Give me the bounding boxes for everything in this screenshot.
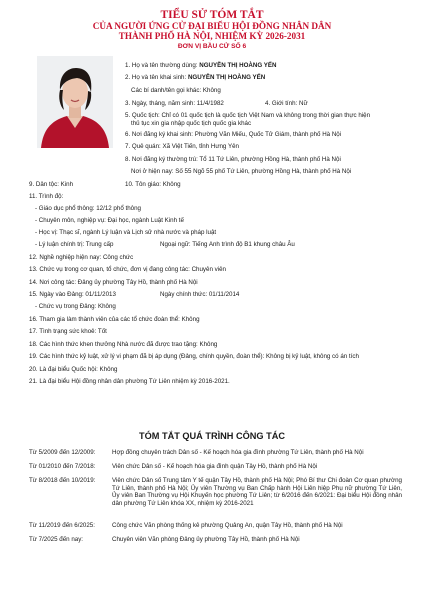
field-party-join-date: 15. Ngày vào Đảng: 01/11/2013 (29, 291, 116, 298)
field-ethnicity: 9. Dân tộc: Kinh (29, 181, 74, 188)
work-description: Chuyên viên Văn phòng Đảng ủy phường Tây Hồ, thành phố Hà Nội (112, 536, 300, 543)
election-unit: ĐƠN VỊ BẦU CỬ SỐ 6 (177, 43, 247, 50)
field-organizations: 16. Tham gia làm thành viên của các tổ chức đoàn thể: Không (29, 316, 200, 323)
field-political-theory: - Lý luận chính trị: Trung cấp (35, 241, 114, 248)
work-period: Từ 8/2018 đến 10/2019: (29, 477, 96, 484)
field-dob: 3. Ngày, tháng, năm sinh: 11/4/1982 (125, 100, 224, 107)
field-gender: 4. Giới tính: Nữ (265, 100, 308, 107)
field-common-name: 1. Họ và tên thường dùng: NGUYỄN THỊ HOÀNG YẾN (125, 62, 277, 69)
field-party-official-date: Ngày chính thức: 01/11/2014 (160, 291, 240, 298)
field-foreign-language: Ngoại ngữ: Tiếng Anh trình độ B1 khung châu Âu (160, 241, 295, 248)
field-aliases: Các bí danh/tên gọi khác: Không (131, 87, 221, 94)
work-description: Viên chức Dân số Trung tâm Y tế quận Tây Hồ, thành phố Hà Nội; Phó Bí thư Chi đoàn Cơ quan phường Tứ Liên, thành phố Hà Nội; Ủy viên Thường vụ Ban Chấp hành Hội Liên hiệp Phụ nữ phường Tứ Liên, Ủy viên Ban Thường vụ Hội Khuyến học phường Tứ Liên; từ 6/2016 đến 6/2021: Đại biểu Hội đồng nhân dân phường Tứ Liên khóa XX, nhiệm kỳ 2016-2021 (112, 477, 402, 507)
field-birth-name: 2. Họ và tên khai sinh: NGUYỄN THỊ HOÀNG YẾN (125, 74, 266, 81)
field-general-education: - Giáo dục phổ thông: 12/12 phổ thông (35, 205, 141, 212)
field-workplace: 14. Nơi công tác: Đảng ủy phường Tây Hồ, thành phố Hà Nội (29, 279, 198, 286)
work-period: Từ 7/2025 đến nay: (29, 536, 84, 543)
field-occupation: 12. Nghề nghiệp hiện nay: Công chức (29, 254, 134, 261)
field-permanent-residence: 8. Nơi đăng ký thường trú: Tổ 11 Tứ Liên, phường Hồng Hà, thành phố Hà Nội (125, 156, 341, 163)
field-hometown: 7. Quê quán: Xã Việt Tiến, tỉnh Hưng Yên (125, 143, 239, 150)
field-religion: 10. Tôn giáo: Không (125, 181, 181, 188)
field-health: 17. Tình trạng sức khoẻ: Tốt (29, 328, 107, 335)
field-awards: 18. Các hình thức khen thưởng Nhà nước đã được trao tặng: Không (29, 341, 218, 348)
work-history-title: TÓM TẮT QUÁ TRÌNH CÔNG TÁC (139, 431, 285, 441)
field-position: 13. Chức vụ trong cơ quan, tổ chức, đơn vị đang công tác: Chuyên viên (29, 266, 226, 273)
work-period: Từ 01/2010 đến 7/2018: (29, 463, 96, 470)
field-discipline: 19. Các hình thức kỷ luật, xử lý vi phạm đã bị áp dụng (Đảng, chính quyền, đoàn thể): Không bị kỷ luật, không có án tích (29, 353, 359, 360)
field-nationality-cont: thủ tục xin gia nhập quốc tịch quốc gia khác (131, 120, 252, 127)
document-subtitle: CỦA NGƯỜI ỨNG CỬ ĐẠI BIỂU HỘI ĐỒNG NHÂN DÂN (92, 21, 332, 31)
document-title: TIỂU SỬ TÓM TẮT (160, 9, 264, 21)
work-description: Viên chức Dân số - Kế hoạch hóa gia đình quận Tây Hồ, thành phố Hà Nội (112, 463, 318, 470)
document-subtitle-term: THÀNH PHỐ HÀ NỘI, NHIỆM KỲ 2026-2031 (118, 31, 306, 41)
field-profession: - Chuyên môn, nghiệp vụ: Đại học, ngành Luật Kinh tế (35, 217, 184, 224)
field-party-position: - Chức vụ trong Đảng: Không (35, 303, 116, 310)
work-description: Công chức Văn phòng thống kê phường Quảng An, quận Tây Hồ, thành phố Hà Nội (112, 522, 343, 529)
field-birth-registration: 6. Nơi đăng ký khai sinh: Phường Văn Miếu, Quốc Tử Giám, thành phố Hà Nội (125, 131, 342, 138)
field-degree: - Học vị: Thạc sĩ, ngành Lý luận và Lịch sử nhà nước và pháp luật (35, 229, 217, 236)
field-education: 11. Trình độ: (29, 193, 64, 200)
work-period: Từ 5/2009 đến 12/2009: (29, 449, 96, 456)
field-national-assembly: 20. Là đại biểu Quốc hội: Không (29, 366, 118, 373)
work-period: Từ 11/2019 đến 6/2025: (29, 522, 95, 529)
field-people-council: 21. Là đại biểu Hội đồng nhân dân phường Tứ Liên nhiệm kỳ 2016-2021. (29, 378, 230, 385)
work-description: Hợp đồng chuyên trách Dân số - Kế hoạch hóa gia đình phường Tứ Liên, thành phố Hà Nội (112, 449, 364, 456)
field-nationality: 5. Quốc tịch: Chỉ có 01 quốc tịch là quốc tịch Việt Nam và không trong thời gian thực hiện (125, 112, 371, 119)
field-current-residence: Nơi ở hiện nay: Số 55 Ngõ 55 phố Tứ Liên, phường Hồng Hà, thành phố Hà Nội (131, 168, 352, 175)
candidate-portrait (37, 56, 113, 148)
